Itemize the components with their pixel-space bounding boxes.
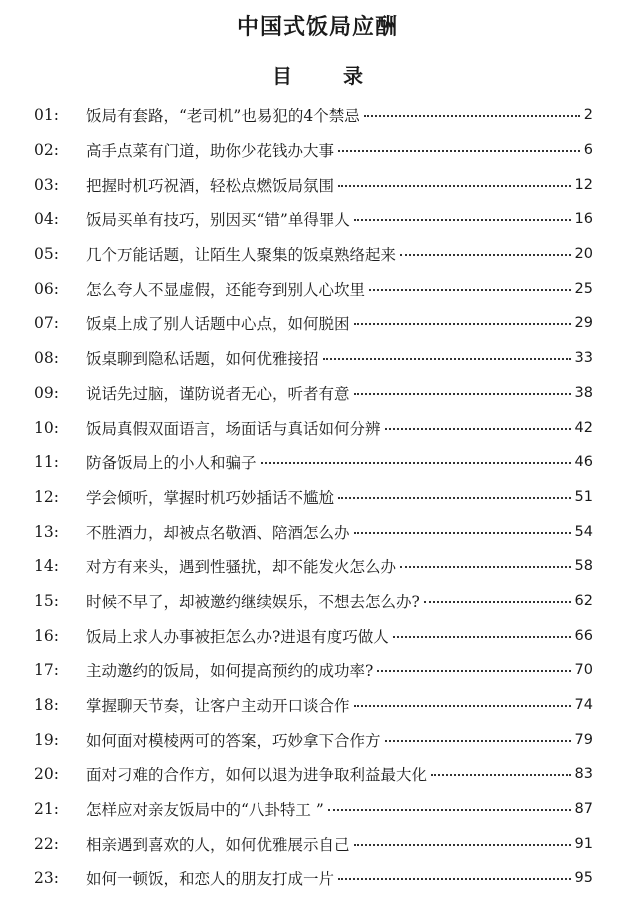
toc-entry-page: 20 — [574, 246, 593, 263]
toc-entry-number: 14: — [34, 557, 59, 576]
toc-entry[interactable] — [0, 514, 635, 549]
dot-leader — [364, 114, 580, 117]
toc-entry-page: 42 — [574, 419, 593, 436]
toc-entry[interactable] — [0, 653, 635, 688]
dot-leader — [431, 773, 571, 776]
toc-entry-number: 04: — [34, 210, 59, 229]
dot-leader — [338, 496, 571, 499]
toc-entry-title: 相亲遇到喜欢的人，如何优雅展示自己 — [86, 835, 350, 854]
toc-entry[interactable] — [0, 306, 635, 341]
toc-entry[interactable] — [0, 410, 635, 445]
toc-entry-line — [86, 590, 635, 612]
toc-entry-page: 16 — [574, 211, 593, 228]
toc-entry-number: 01: — [34, 106, 59, 125]
toc-entry-title: 学会倾听，掌握时机巧妙插话不尴尬 — [86, 488, 335, 507]
toc-entry-number: 07: — [34, 314, 59, 333]
toc-entry-title: 饭局上求人办事被拒怎么办?进退有度巧做人 — [86, 627, 389, 646]
toc-entry[interactable] — [0, 549, 635, 584]
toc-entry-page: 66 — [574, 627, 593, 644]
toc-entry-number: 08: — [34, 349, 59, 368]
toc-entry-number: 05: — [34, 245, 59, 264]
dot-leader — [261, 461, 571, 464]
toc-entry[interactable] — [0, 237, 635, 272]
toc-entry-number: 02: — [34, 141, 59, 160]
dot-leader — [338, 877, 571, 880]
dot-leader — [338, 149, 580, 152]
toc-entry-line — [86, 347, 635, 369]
toc-entry-title: 时候不早了，却被邀约继续娱乐，不想去怎么办? — [86, 592, 420, 611]
toc-entry-title: 掌握聊天节奏，让客户主动开口谈合作 — [86, 697, 350, 716]
toc-entry-title: 主动邀约的饭局，如何提高预约的成功率? — [86, 662, 374, 681]
toc-entry-line — [86, 555, 635, 577]
toc-entry[interactable] — [0, 202, 635, 237]
toc-entry-line — [86, 867, 635, 889]
toc-entry-page: 2 — [583, 107, 593, 124]
toc-entry-page: 95 — [574, 870, 593, 887]
toc-entry-line — [86, 798, 635, 820]
toc-entry[interactable] — [0, 376, 635, 411]
toc-entry-page: 38 — [574, 384, 593, 401]
toc-entry[interactable] — [0, 98, 635, 133]
dot-leader — [385, 739, 571, 742]
toc-entry-page: 6 — [583, 142, 593, 159]
toc-entry-line — [86, 763, 635, 785]
toc-entry-line — [86, 417, 635, 439]
toc-entry[interactable] — [0, 445, 635, 480]
dot-leader — [393, 635, 571, 638]
toc-entry-number: 19: — [34, 730, 59, 749]
toc-entry-page: 33 — [574, 350, 593, 367]
toc-entry-number: 20: — [34, 765, 59, 784]
toc-entry-number: 13: — [34, 522, 59, 541]
toc-entry-title: 高手点菜有门道，助你少花钱办大事 — [86, 142, 335, 161]
toc-entry-page: 12 — [574, 176, 593, 193]
toc-entry-number: 06: — [34, 279, 59, 298]
toc-entry-page: 58 — [574, 558, 593, 575]
toc-entry-page: 91 — [574, 835, 593, 852]
toc-entry-title: 面对刁难的合作方，如何以退为进争取利益最大化 — [86, 766, 428, 785]
toc-entry-page: 51 — [574, 488, 593, 505]
toc-entry-number: 22: — [34, 834, 59, 853]
toc-entry-number: 15: — [34, 591, 59, 610]
toc-entry-title: 饭桌聊到隐私话题，如何优雅接招 — [86, 350, 319, 369]
dot-leader — [385, 427, 571, 430]
dot-leader — [354, 704, 571, 707]
toc-entry-title: 饭局真假双面语言，场面话与真话如何分辨 — [86, 419, 381, 438]
toc-entry-line — [86, 208, 635, 230]
toc-entry-title: 说话先过脑，谨防说者无心，听者有意 — [86, 384, 350, 403]
toc-entry-number: 09: — [34, 383, 59, 402]
toc-entry-number: 23: — [34, 869, 59, 888]
toc-entry-page: 87 — [574, 801, 593, 818]
toc-entry-line — [86, 625, 635, 647]
toc-entry-title: 如何一顿饭，和恋人的朋友打成一片 — [86, 870, 335, 889]
toc-entry[interactable] — [0, 861, 635, 896]
toc-list — [0, 98, 635, 896]
toc-entry-title: 怎么夸人不显虚假，还能夸到别人心坎里 — [86, 280, 366, 299]
toc-entry[interactable] — [0, 688, 635, 723]
toc-entry[interactable] — [0, 792, 635, 827]
toc-entry-number: 12: — [34, 487, 59, 506]
toc-entry-title: 饭局买单有技巧，别因买“错”单得罪人 — [86, 211, 350, 230]
dot-leader — [338, 184, 571, 187]
dot-leader — [424, 600, 571, 603]
toc-entry-line — [86, 382, 635, 404]
toc-entry-line — [86, 729, 635, 751]
toc-entry[interactable] — [0, 167, 635, 202]
toc-entry[interactable] — [0, 341, 635, 376]
dot-leader — [369, 288, 571, 291]
toc-entry[interactable] — [0, 271, 635, 306]
toc-entry-line — [86, 694, 635, 716]
toc-entry-page: 74 — [574, 697, 593, 714]
toc-entry-line — [86, 278, 635, 300]
toc-entry[interactable] — [0, 480, 635, 515]
toc-entry-page: 25 — [574, 280, 593, 297]
toc-entry[interactable] — [0, 757, 635, 792]
toc-entry-line — [86, 833, 635, 855]
toc-entry[interactable] — [0, 584, 635, 619]
toc-entry-number: 11: — [34, 453, 59, 472]
toc-entry-line — [86, 104, 635, 126]
toc-heading: 目 录 — [272, 64, 385, 88]
toc-entry-page: 46 — [574, 454, 593, 471]
toc-entry-line — [86, 486, 635, 508]
dot-leader — [354, 843, 571, 846]
dot-leader — [323, 357, 571, 360]
dot-leader — [400, 565, 571, 568]
toc-entry-title: 饭桌上成了别人话题中心点，如何脱困 — [86, 315, 350, 334]
toc-entry-title: 怎样应对亲友饭局中的“八卦特工 ” — [86, 801, 324, 820]
dot-leader — [400, 253, 571, 256]
toc-entry-title: 饭局有套路，“老司机”也易犯的4个禁忌 — [86, 107, 360, 126]
toc-entry-page: 83 — [574, 766, 593, 783]
toc-entry-number: 03: — [34, 175, 59, 194]
toc-entry-line — [86, 521, 635, 543]
dot-leader — [377, 669, 570, 672]
toc-entry-line — [86, 139, 635, 161]
toc-entry-page: 70 — [574, 662, 593, 679]
toc-entry-page: 54 — [574, 523, 593, 540]
toc-entry-number: 21: — [34, 800, 59, 819]
toc-entry-line — [86, 451, 635, 473]
toc-entry-line — [86, 312, 635, 334]
toc-entry[interactable] — [0, 133, 635, 168]
dot-leader — [328, 808, 571, 811]
toc-entry-line — [86, 174, 635, 196]
toc-entry-title: 几个万能话题，让陌生人聚集的饭桌熟络起来 — [86, 246, 397, 265]
toc-entry-number: 18: — [34, 696, 59, 715]
toc-entry-number: 10: — [34, 418, 59, 437]
toc-entry-page: 62 — [574, 592, 593, 609]
toc-entry-title: 防备饭局上的小人和骗子 — [86, 454, 257, 473]
toc-entry[interactable] — [0, 618, 635, 653]
toc-entry[interactable] — [0, 826, 635, 861]
toc-entry-line — [86, 243, 635, 265]
toc-entry-title: 不胜酒力，却被点名敬酒、陪酒怎么办 — [86, 523, 350, 542]
toc-entry-page: 29 — [574, 315, 593, 332]
toc-entry-title: 对方有来头，遇到性骚扰，却不能发火怎么办 — [86, 558, 397, 577]
toc-entry-page: 79 — [574, 731, 593, 748]
toc-entry-number: 17: — [34, 661, 59, 680]
toc-entry-number: 16: — [34, 626, 59, 645]
dot-leader — [354, 392, 571, 395]
toc-entry-line — [86, 659, 635, 681]
toc-entry[interactable] — [0, 722, 635, 757]
book-title: 中国式饭局应酬 — [236, 14, 398, 40]
dot-leader — [354, 322, 571, 325]
toc-entry-title: 把握时机巧祝酒，轻松点燃饭局氛围 — [86, 176, 335, 195]
dot-leader — [354, 218, 571, 221]
toc-entry-title: 如何面对模棱两可的答案，巧妙拿下合作方 — [86, 731, 381, 750]
dot-leader — [354, 531, 571, 534]
